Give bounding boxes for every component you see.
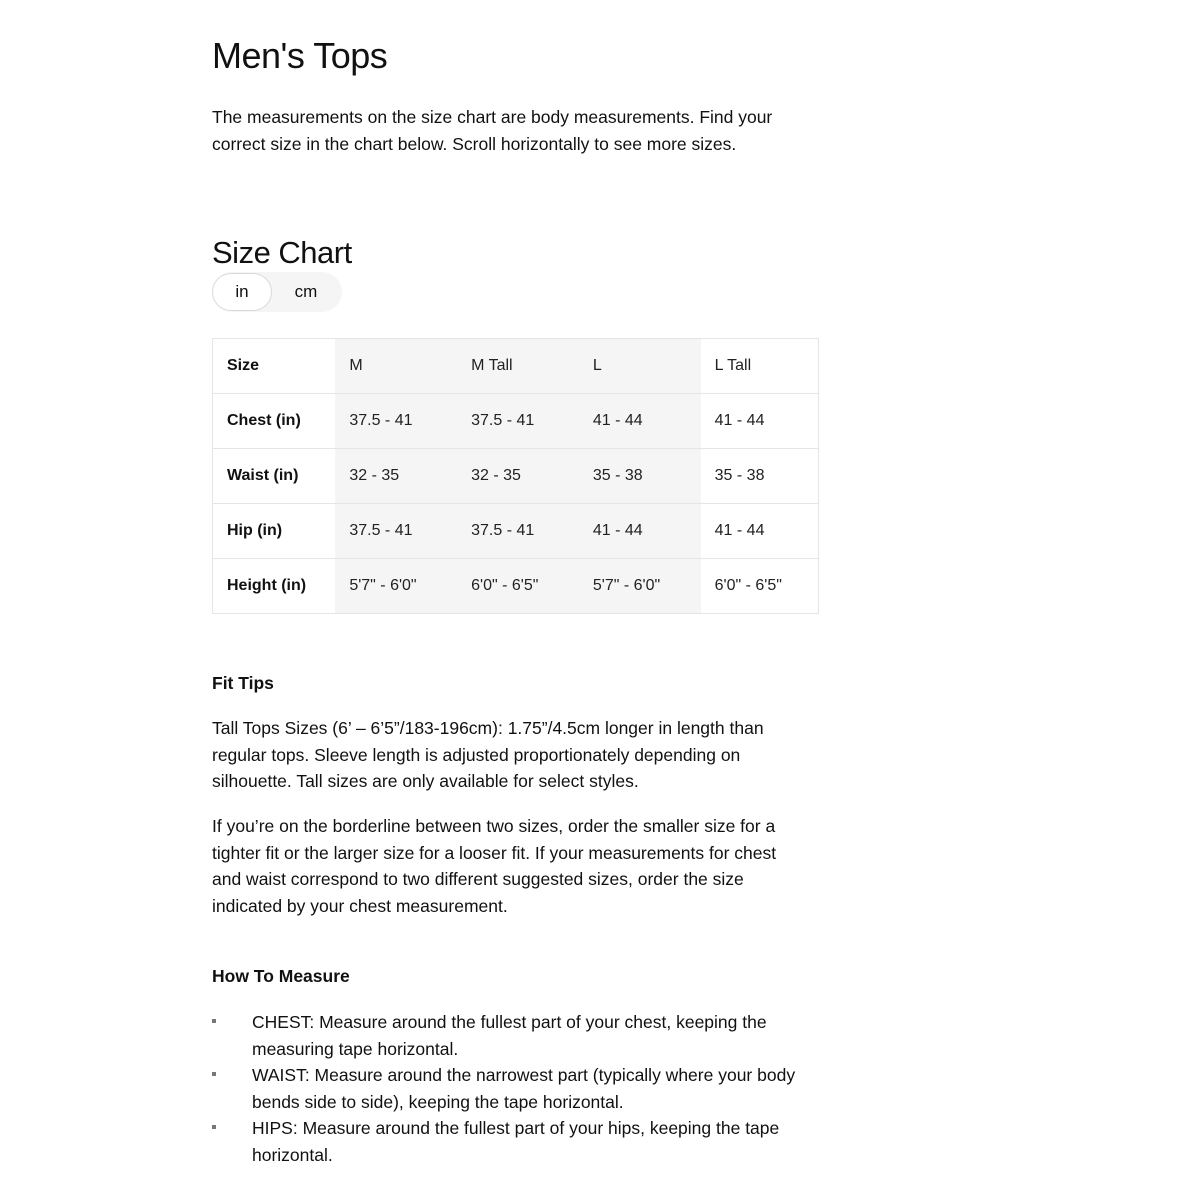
table-header-cell: Size xyxy=(213,339,336,394)
table-row xyxy=(213,449,819,504)
table-row xyxy=(213,394,819,449)
table-cell: 35 - 38 xyxy=(701,449,819,504)
table-header-cell: L Tall xyxy=(701,339,819,394)
list-item-text: WAIST: Measure around the narrowest part (typically where your body bends side to side), keeping the tape horizontal. xyxy=(252,1065,796,1112)
table-cell: 41 - 44 xyxy=(579,394,701,449)
table-cell: 37.5 - 41 xyxy=(335,394,457,449)
list-item xyxy=(212,1115,802,1168)
table-cell: 5'7" - 6'0" xyxy=(579,559,701,614)
table-cell: 37.5 - 41 xyxy=(457,394,579,449)
row-label: Height (in) xyxy=(213,559,336,614)
table-cell: 32 - 35 xyxy=(335,449,457,504)
table-header-cell: M xyxy=(335,339,457,394)
table-cell: 41 - 44 xyxy=(701,394,819,449)
row-label: Chest (in) xyxy=(213,394,336,449)
bullet-icon xyxy=(212,1072,216,1076)
table-header-row xyxy=(213,339,819,394)
row-label: Hip (in) xyxy=(213,504,336,559)
size-chart-title: Size Chart xyxy=(212,235,352,270)
list-item xyxy=(212,1062,802,1115)
bullet-icon xyxy=(212,1019,216,1023)
table-cell: 5'7" - 6'0" xyxy=(335,559,457,614)
table-header-cell: L xyxy=(579,339,701,394)
row-label: Waist (in) xyxy=(213,449,336,504)
intro-text: The measurements on the size chart are body measurements. Find your correct size in the chart below. Scroll horizontally to see more sizes. xyxy=(212,107,773,154)
table-cell: 6'0" - 6'5" xyxy=(701,559,819,614)
size-table xyxy=(212,338,819,614)
fit-tips-title: Fit Tips xyxy=(212,673,274,693)
measure-list xyxy=(212,1009,802,1169)
page-title: Men's Tops xyxy=(212,35,388,76)
table-cell: 37.5 - 41 xyxy=(457,504,579,559)
table-row xyxy=(213,504,819,559)
bullet-icon xyxy=(212,1125,216,1129)
list-item xyxy=(212,1009,802,1062)
header-section xyxy=(212,30,812,157)
list-item-text: CHEST: Measure around the fullest part of your chest, keeping the measuring tape horizontal. xyxy=(252,1012,767,1059)
table-row xyxy=(213,559,819,614)
unit-cm-button[interactable]: cm xyxy=(294,282,318,301)
how-to-measure-title: How To Measure xyxy=(212,966,350,986)
unit-inches-button[interactable]: in xyxy=(212,273,272,311)
table-header-cell: M Tall xyxy=(457,339,579,394)
unit-toggle xyxy=(212,272,342,312)
table-cell: 37.5 - 41 xyxy=(335,504,457,559)
list-item-text: HIPS: Measure around the fullest part of your hips, keeping the tape horizontal. xyxy=(252,1118,780,1165)
table-cell: 41 - 44 xyxy=(701,504,819,559)
table-cell: 41 - 44 xyxy=(579,504,701,559)
table-cell: 32 - 35 xyxy=(457,449,579,504)
fit-tips-paragraph: Tall Tops Sizes (6’ – 6’5”/183-196cm): 1.75”/4.5cm longer in length than regular tops. Sleeve length is adjusted proportionately depending on silhouette. Tall sizes are only available for select styles. xyxy=(212,718,764,792)
table-cell: 35 - 38 xyxy=(579,449,701,504)
table-cell: 6'0" - 6'5" xyxy=(457,559,579,614)
fit-tips-paragraph: If you’re on the borderline between two sizes, order the smaller size for a tighter fit or the larger size for a looser fit. If your measurements for chest and waist correspond to two different suggested sizes, order the size indicated by your chest measurement. xyxy=(212,816,777,916)
